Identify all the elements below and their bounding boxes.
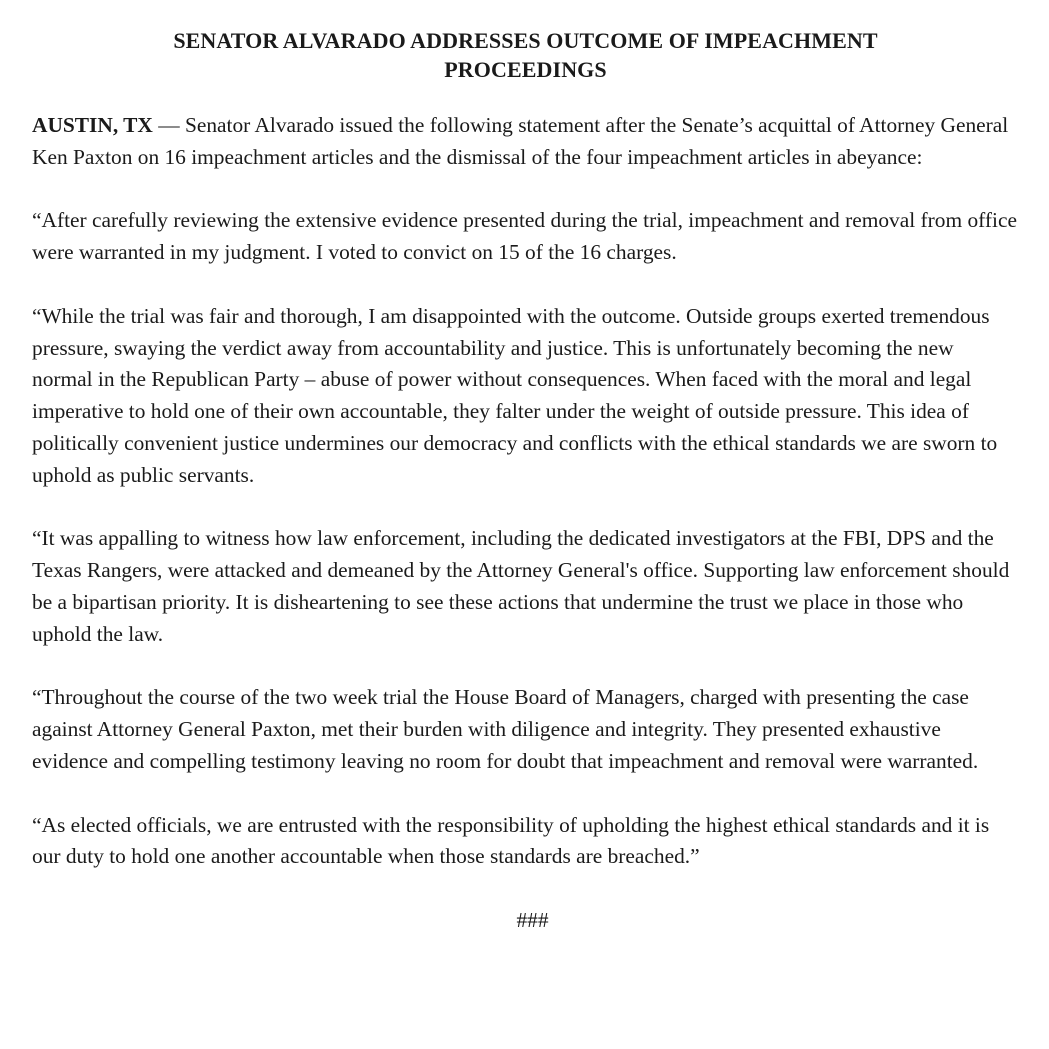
statement-paragraph-3: “It was appalling to witness how law enforcement, including the dedicated investigators at the FBI, DPS and the Texas Rangers, were attacked and demeaned by the Attorney General's office. Supporting law enforcement should be a bipartisan priority. It is disheartening to see these actions that undermine the trust we place in those who uphold the law. <box>32 526 1010 646</box>
statement-paragraph-2: “While the trial was fair and thorough, I am disappointed with the outcome. Outside groups exerted tremendous pressure, swaying the verdict away from accountability and justice. This is unfortunately becoming the new normal in the Republican Party – abuse of power without consequences. When faced with the moral and legal imperative to hold one of their own accountable, they falter under the weight of outside pressure. This idea of politically convenient justice undermines our democracy and conflicts with the ethical standards we are sworn to uphold as public servants. <box>32 303 998 487</box>
intro-paragraph <box>32 110 1019 174</box>
end-mark: ### <box>516 907 549 932</box>
dateline: AUSTIN, TX <box>32 113 153 137</box>
statement-paragraph-1: “After carefully reviewing the extensive evidence presented during the trial, impeachment and removal from office were warranted in my judgment. I voted to convict on 15 of the 16 charges. <box>32 208 1017 265</box>
statement-paragraph-5: “As elected officials, we are entrusted with the responsibility of upholding the highest ethical standards and it is our duty to hold one another accountable when those standards are breached.” <box>32 812 990 869</box>
intro-text: — Senator Alvarado issued the following statement after the Senate’s acquittal of Attorney General Ken Paxton on 16 impeachment articles and the dismissal of the four impeachment articles in abeyance: <box>32 113 1009 169</box>
statement-paragraph-4: “Throughout the course of the two week trial the House Board of Managers, charged with presenting the case against Attorney General Paxton, met their burden with diligence and integrity. They presented exhaustive evidence and compelling testimony leaving no room for doubt that impeachment and removal were warranted. <box>32 685 979 773</box>
press-release-body <box>32 110 1019 937</box>
headline: SENATOR ALVARADO ADDRESSES OUTCOME OF IMPEACHMENT PROCEEDINGS <box>173 28 878 82</box>
